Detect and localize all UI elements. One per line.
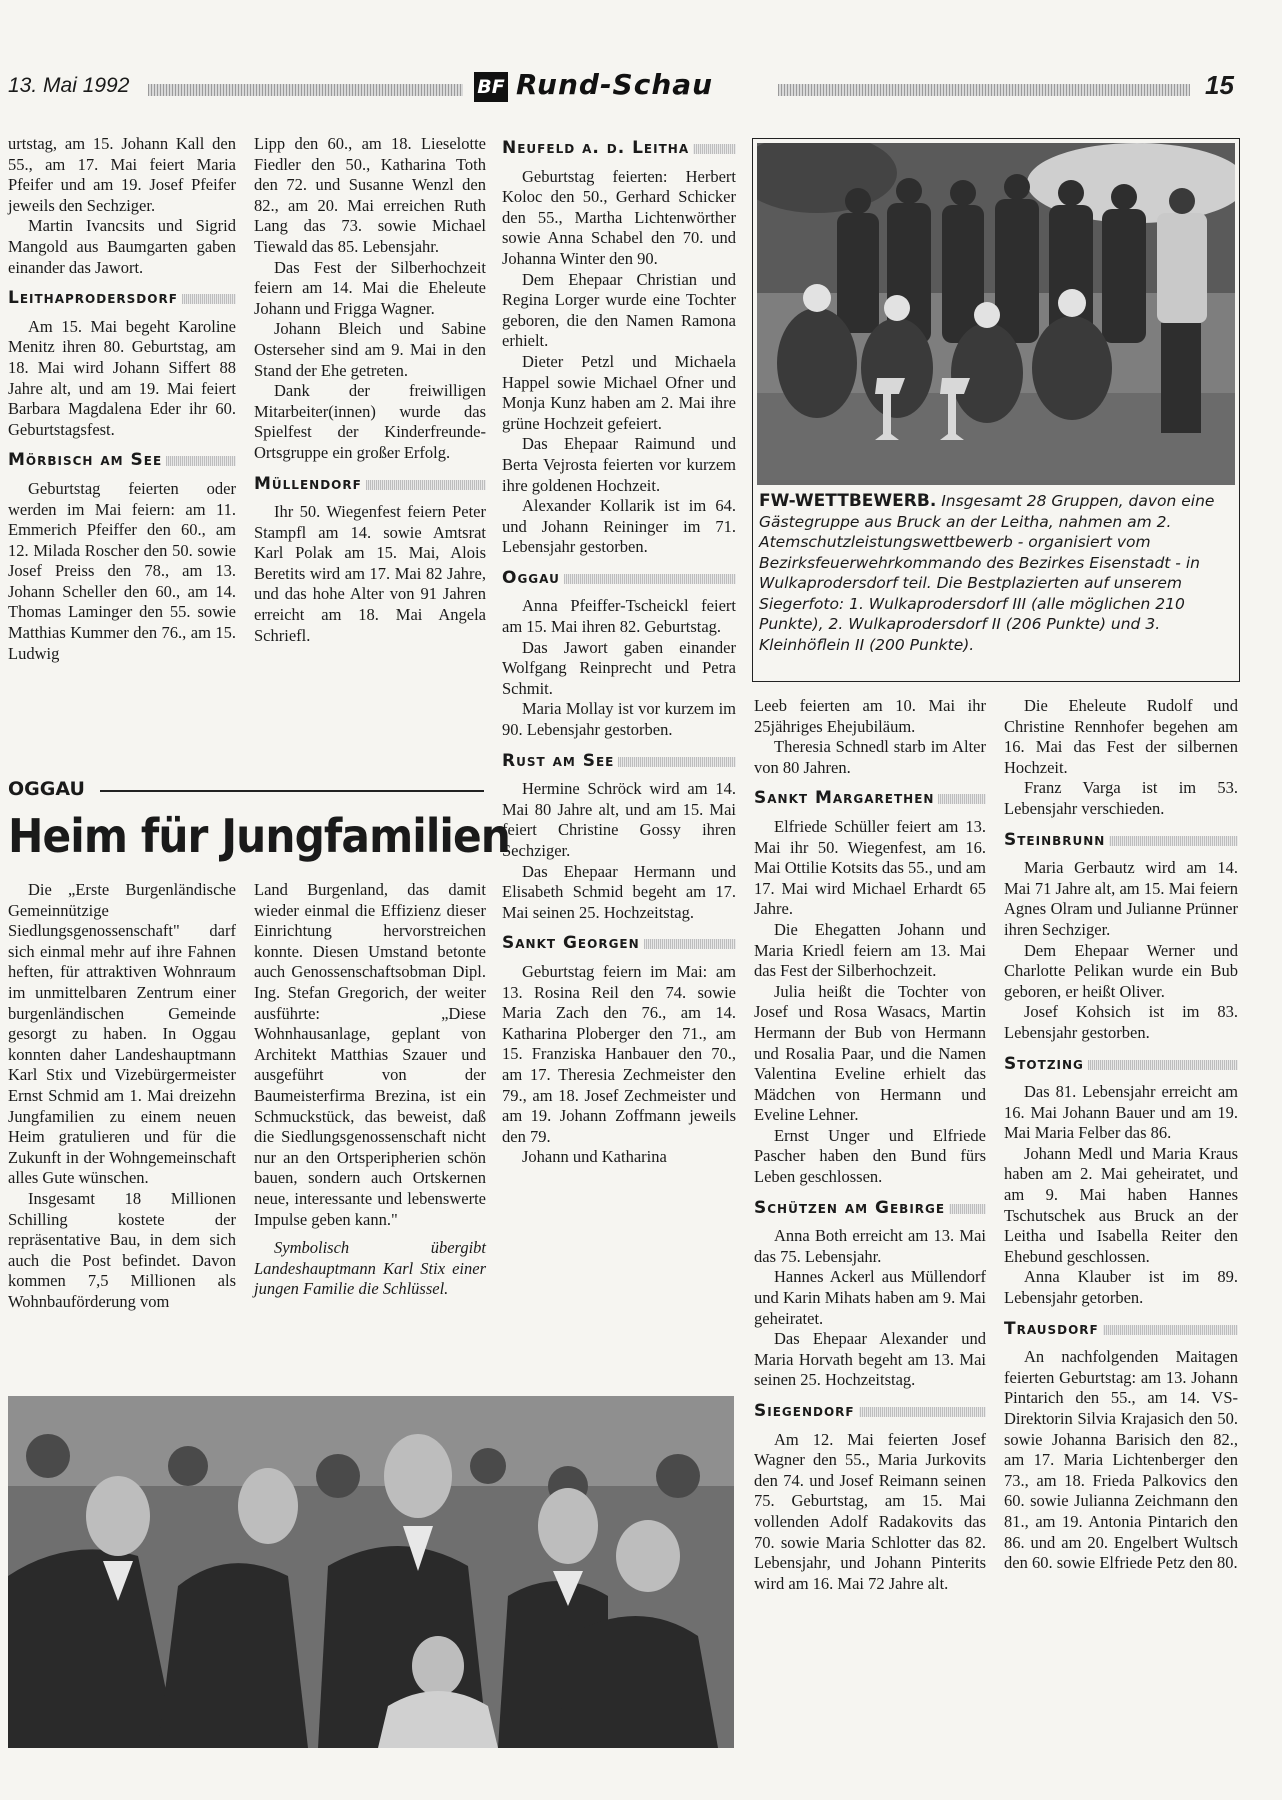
paragraph: Anna Both erreicht am 13. Mai das 75. Lebensjahr. (754, 1226, 986, 1266)
paragraph: Josef Kohsich ist im 83. Lebensjahr gestorben. (1004, 1002, 1238, 1042)
section-heading: Trausdorf (1004, 1319, 1238, 1340)
section-heading: Mörbisch am See (8, 450, 236, 471)
key-handover-photo (8, 1396, 734, 1748)
paragraph: Hannes Ackerl aus Müllendorf und Karin Mihats haben am 9. Mai geheiratet. (754, 1267, 986, 1328)
paragraph: Leeb feierten am 10. Mai ihr 25jähriges Ehejubiläum. (754, 696, 986, 736)
paragraph: Anna Klauber ist im 89. Lebensjahr getorben. (1004, 1267, 1238, 1308)
section-heading: Müllendorf (254, 474, 486, 495)
article-column-1 (8, 880, 236, 1312)
section-heading: Steinbrunn (1004, 830, 1238, 851)
paragraph: Insgesamt 18 Millionen Schilling kostete der repräsentative Bau, in dem sich auch die Post befindet. Davon kommen 7,5 Millionen als Wohnbauförderung vom (8, 1188, 236, 1311)
bf-logo (474, 72, 508, 102)
paragraph: Lipp den 60., am 18. Lieselotte Fiedler den 50., Katharina Toth den 72. und Susanne Wenzl den 82., am 20. Mai erreichen Ruth Lang das 73. sowie Michael Tiewald das 85. Lebensjahr. (254, 134, 486, 256)
section-heading: Sankt Margarethen (754, 788, 986, 809)
paragraph: Julia heißt die Tochter von Josef und Rosa Wasacs, Martin Hermann der Bub von Hermann und Rosalia Paar, und die Namen Valentina Eveline erhielt das Mädchen von Hermann und Eveline Lehner. (754, 981, 986, 1125)
bf-logo-text: BF (477, 76, 505, 98)
paragraph: Geburtstag feierten: Herbert Koloc den 50., Gerhard Schicker den 55., Martha Lichtenwörther sowie Anna Schabel den 70. und Johanna Winter den 90. (502, 166, 736, 268)
photo-box (752, 138, 1240, 682)
column-2 (254, 134, 486, 646)
header-rule-right (778, 84, 1190, 96)
article-kicker: OGGAU (8, 778, 85, 800)
paragraph: Das Jawort gaben einander Wolfgang Reinprecht und Petra Schmit. (502, 637, 736, 698)
paragraph: Anna Pfeiffer-Tscheickl feiert am 15. Mai ihren 82. Geburtstag. (502, 596, 736, 637)
paragraph: Theresia Schnedl starb im Alter von 80 Jahren. (754, 737, 986, 777)
kicker-rule (100, 790, 484, 792)
paragraph: Das Ehepaar Raimund und Berta Vejrosta feierten vor kurzem ihre goldenen Hochzeit. (502, 434, 736, 495)
column-4 (754, 696, 986, 1594)
paragraph: Ernst Unger und Elfriede Pascher haben den Bund fürs Leben geschlossen. (754, 1125, 986, 1187)
paragraph: Alexander Kollarik ist im 64. und Johann Reininger im 71. Lebensjahr gestorben. (502, 496, 736, 557)
issue-date: 13. Mai 1992 (8, 74, 130, 97)
paragraph: Dem Ehepaar Christian und Regina Lorger wurde eine Tochter geboren, die den Namen Ramona erhielt. (502, 269, 736, 351)
column-1 (8, 134, 236, 664)
page-number: 15 (1205, 70, 1234, 100)
section-heading: Schützen am Gebirge (754, 1198, 986, 1219)
paragraph: Dank der freiwilligen Mitarbeiter(innen) wurde das Spielfest der Kinderfreunde-Ortsgruppe ein großer Erfolg. (254, 381, 486, 462)
caption-lead: FW-WETTBEWERB. (759, 491, 937, 511)
article-column-2 (254, 880, 486, 1300)
paragraph: Elfriede Schüller feiert am 13. Mai ihr 50. Wiegenfest, am 16. Mai Ottilie Kotsits das 55., und am 17. Mai wird Michael Erhardt 65 Jahre. (754, 816, 986, 919)
paragraph: Hermine Schröck wird am 14. Mai 80 Jahre alt, und am 15. Mai feiert Christine Gossy ihren Sechziger. (502, 779, 736, 860)
paragraph: Geburtstag feiern im Mai: am 13. Rosina Reil den 74. sowie Maria Zach den 76., am 14. Katharina Ploberger den 71., am 15. Franziska Hanbauer den 70., am 17. Theresia Zechmeister den 79., am 18. Josef Zechmeister und am 19. Johann Zoffmann jeweils den 79. (502, 961, 736, 1146)
column-5 (1004, 696, 1238, 1574)
paragraph: Das 81. Lebensjahr erreicht am 16. Mai Johann Bauer und am 19. Mai Maria Felber das 86. (1004, 1082, 1238, 1143)
paragraph: Die Eheleute Rudolf und Christine Rennhofer begehen am 16. Mai das Fest der silbernen Hochzeit. (1004, 696, 1238, 777)
fire-brigade-photo (757, 143, 1235, 485)
paragraph: Dem Ehepaar Werner und Charlotte Pelikan wurde ein Bub geboren, er heißt Oliver. (1004, 940, 1238, 1001)
paragraph: Franz Varga ist im 53. Lebensjahr verschieden. (1004, 778, 1238, 818)
column-3 (502, 134, 736, 1168)
section-heading: Siegendorf (754, 1401, 986, 1422)
paragraph: Johann Bleich und Sabine Osterseher sind am 9. Mai in den Stand der Ehe getreten. (254, 319, 486, 380)
paragraph: Geburtstag feierten oder werden im Mai feiern: am 11. Emmerich Pfeiffer den 60., am 12. Milada Roscher den 50. sowie Josef Preiss den 78., am 13. Johann Scheller den 60., am 14. Thomas Laminger den 55. sowie Matthias Kummer den 76., am 15. Ludwig (8, 478, 236, 663)
paragraph: Ihr 50. Wiegenfest feiern Peter Stampfl am 14. sowie Amtsrat Karl Polak am 15. Mai, Alois Beretits wird am 17. Mai 82 Jahre, und das hohe Alter von 91 Jahren erreicht am 18. Mai Angela Schriefl. (254, 502, 486, 645)
paragraph: Das Ehepaar Alexander und Maria Horvath begeht am 13. Mai seinen 25. Hochzeitstag. (754, 1329, 986, 1390)
paragraph: Die Ehegatten Johann und Maria Kriedl feiern am 13. Mai das Fest der Silberhochzeit. (754, 919, 986, 981)
paragraph: Land Burgenland, das damit wieder einmal die Effizienz dieser Einrichtung hervorstreichen konnte. Diesen Umstand betonte auch Genossenschaftsobman Dipl. Ing. Stefan Gregorich, der weiter ausführte: „Diese Wohnhausanlage, geplant von Architekt Matthias Szauer und ausgeführt von der Baumeisterfirma Brezina, ist ein Schmuckstück, das beweist, daß die Siedlungsgenossenschaft nicht nur an den Ortsperipherien schön bauen, sondern auch Ortskernen neue, interessante und lebenswerte Impulse geben kann." (254, 880, 486, 1229)
paragraph: Johann und Katharina (522, 1147, 667, 1167)
section-heading: Leithaprodersdorf (8, 288, 236, 309)
article-photo-caption: Symbolisch übergibt Landeshauptmann Karl Stix einer jungen Familie die Schlüssel. (254, 1238, 486, 1299)
paragraph: Dieter Petzl und Michaela Happel sowie Michael Ofner und Monja Kunz haben am 2. Mai ihre grüne Hochzeit gefeiert. (502, 351, 736, 433)
paragraph: Die „Erste Burgenländische Gemeinnützige Siedlungsgenossenschaft" darf sich einmal mehr auf ihre Fahnen heften, für attraktiven Wohnraum im unmittelbaren Zentrum einer burgenländischen Gemeinde gesorgt zu haben. In Oggau konnten daher Landeshauptmann Karl Stix und Vizebürgermeister Ernst Schmid am 1. Mai dreizehn Jungfamilien zu einem neuen Heim gratulieren und für die Zukunft in der Wohngemeinschaft alles Gute wünschen. (8, 880, 236, 1188)
section-title: Rund-Schau (516, 68, 714, 101)
paragraph: Das Fest der Silberhochzeit feiern am 14. Mai die Eheleute Johann und Frigga Wagner. (254, 257, 486, 318)
section-heading: Neufeld a. d. Leitha (502, 138, 736, 159)
paragraph: Maria Mollay ist vor kurzem im 90. Lebensjahr gestorben. (502, 699, 736, 740)
section-heading: Stotzing (1004, 1054, 1238, 1075)
paragraph: Am 12. Mai feierten Josef Wagner den 55., Maria Jurkovits den 74. und Josef Reimann seinen 75. Geburtstag, am 15. Mai vollenden Adolf Radakovits das 70. sowie Maria Schlotter das 82. Lebensjahr, und Johann Pinterits wird am 16. Mai 72 Jahre alt. (754, 1429, 986, 1593)
article-kicker-row (8, 778, 484, 802)
section-heading: Oggau (502, 568, 736, 589)
paragraph: Johann Medl und Maria Kraus haben am 2. Mai geheiratet, und am 9. Mai haben Hannes Tschutschek aus Bruck an der Leitha und Isabella Reiter den Ehebund geschlossen. (1004, 1143, 1238, 1266)
masthead (0, 70, 1282, 110)
header-rule-left (148, 84, 463, 96)
section-heading: Rust am See (502, 751, 736, 772)
photo-caption (759, 491, 1231, 655)
caption-text: Insgesamt 28 Gruppen, davon eine Gästegruppe aus Bruck an der Leitha, nahmen am 2. Atemschutzleistungswettbewerb - organisiert vom Bezirksfeuerwehrkommando des Bezirkes Eisenstadt - in Wulkaprodersdorf teil. Die Bestplazierten auf unserem Siegerfoto: 1. Wulkaprodersdorf III (alle möglichen 210 Punkte), 2. Wulkaprodersdorf II (206 Punkte) und 3. Kleinhöflein II (200 Punkte). (759, 492, 1215, 654)
paragraph: urtstag, am 15. Johann Kall den 55., am 17. Mai feiert Maria Pfeifer und am 19. Josef Pfeifer jeweils den Sechziger. (8, 134, 236, 215)
paragraph: Martin Ivancsits und Sigrid Mangold aus Baumgarten gaben einander das Jawort. (8, 216, 236, 277)
section-heading: Sankt Georgen (502, 933, 736, 954)
article-headline: Heim für Jungfamilien (8, 809, 511, 863)
paragraph: Maria Gerbautz wird am 14. Mai 71 Jahre alt, am 15. Mai feiern Agnes Olram und Julianne Prünner ihren Sechziger. (1004, 858, 1238, 939)
paragraph: Das Ehepaar Hermann und Elisabeth Schmid begeht am 17. Mai seinen 25. Hochzeitstag. (502, 861, 736, 922)
paragraph: Am 15. Mai begeht Karoline Menitz ihren 80. Geburtstag, am 18. Mai wird Johann Siffert 88 Jahre alt, und am 19. Mai feiert Barbara Magdalena Eder ihr 60. Geburtstagsfest. (8, 316, 236, 439)
paragraph: An nachfolgenden Maitagen feierten Geburtstag: am 13. Johann Pintarich den 55., am 14. VS-Direktorin Silvia Krajasich den 50. sowie Johanna Barisich den 82., am 17. Maria Lichtenberger den 73., am 18. Frieda Palkovics den 60. sowie Julianna Zeichmann den 81., am 19. Antonia Pintarich den 86. und am 20. Engelbert Wultsch den 60. sowie Elfriede Petz den 80. (1004, 1347, 1238, 1573)
